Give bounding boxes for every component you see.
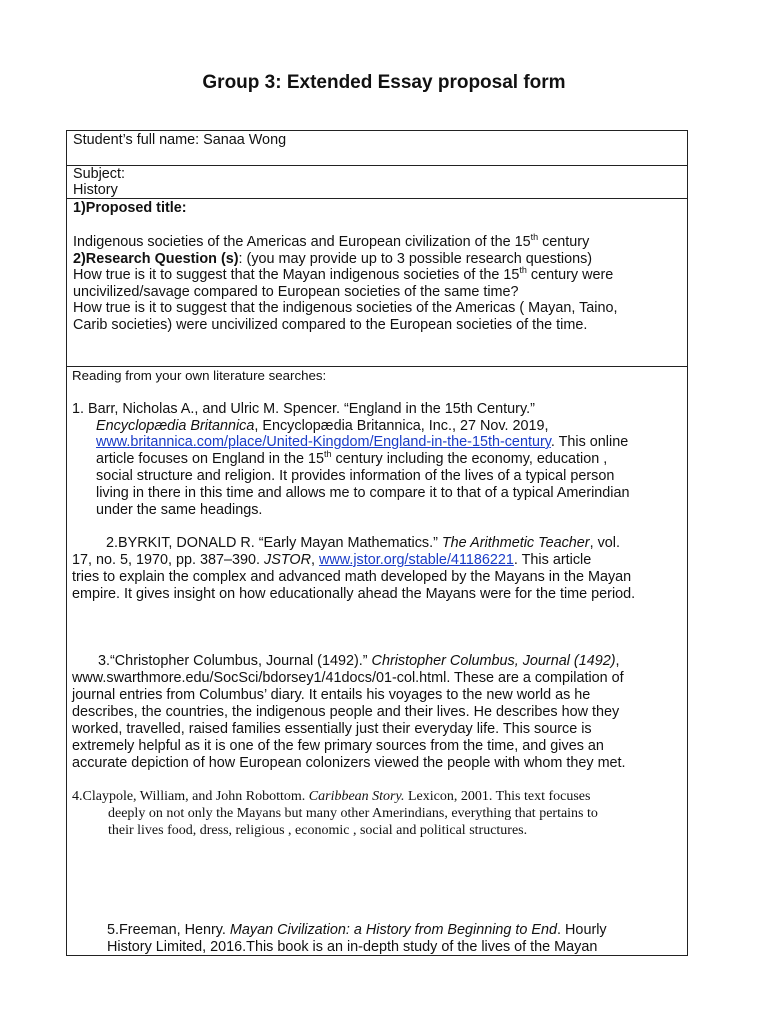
text-segment: uncivilized/savage compared to European societies of the same time? [73, 284, 519, 300]
subject-line [73, 182, 118, 199]
reference-link[interactable]: www.jstor.org/stable/41186221 [318, 552, 514, 568]
text-segment: their lives food, dress, religious , economic , social and political structures. [108, 823, 528, 838]
proposal-line [73, 200, 187, 217]
row-divider [66, 165, 688, 166]
text-segment: th [530, 232, 539, 242]
text-segment: Mayan Civilization: a History from Beginning to End [229, 922, 558, 938]
text-segment: Subject: [73, 166, 125, 182]
reference-5-line [107, 939, 597, 956]
text-segment: , Encyclopædia Britannica, Inc., 27 Nov. 2019, [254, 418, 549, 434]
reference-1-line [96, 451, 607, 468]
text-segment: 1)Proposed title: [73, 200, 187, 216]
proposal-line [73, 251, 592, 268]
proposal-line [73, 284, 519, 301]
text-segment: article focuses on England in the 15 [96, 451, 325, 467]
text-segment: Lexicon, 2001. This text focuses [404, 789, 591, 804]
text-segment: www.swarthmore.edu/SocSci/bdorsey1/41docs/01-col.html. These are a compilation of [72, 670, 624, 686]
text-segment: , [615, 653, 620, 669]
text-segment: tries to explain the complex and advanced math developed by the Mayans in the Mayan [72, 569, 632, 585]
text-segment: Student’s full name: Sanaa Wong [73, 132, 287, 148]
proposal-line [73, 317, 587, 334]
text-segment: Caribbean Story. [308, 789, 405, 804]
document-title: Group 3: Extended Essay proposal form [202, 72, 566, 93]
text-segment: Christopher Columbus, Journal (1492) [371, 653, 616, 669]
student-name [73, 132, 286, 149]
text-segment: social structure and religion. It provides information of the lives of a typical person [96, 468, 615, 484]
text-segment: century were [526, 267, 614, 283]
reference-2-line [106, 535, 620, 552]
text-segment: Indigenous societies of the Americas and European civilization of the 15 [73, 234, 531, 250]
reference-4-line [72, 788, 590, 805]
proposal-line [73, 267, 613, 284]
reference-5-line [107, 922, 607, 939]
reference-3-line [72, 721, 592, 738]
row-divider [66, 198, 688, 199]
text-segment: : (you may provide up to 3 possible research questions) [238, 251, 593, 267]
reference-3-line [72, 755, 626, 772]
text-segment: describes, the countries, the indigenous people and their lives. He describes how they [72, 704, 620, 720]
text-segment: 2)Research Question (s) [73, 251, 239, 267]
reference-3-line [72, 704, 619, 721]
reference-1-line [96, 502, 262, 519]
text-segment: th [324, 449, 332, 459]
reference-3-line [72, 738, 604, 755]
text-segment: empire. It gives insight on how educationally ahead the Mayans were for the time period. [72, 586, 636, 602]
text-segment: The Arithmetic Teacher [441, 535, 590, 551]
text-segment: deeply on not only the Mayans but many other Amerindians, everything that pertains to [108, 806, 598, 821]
text-segment: Encyclopædia Britannica [96, 418, 255, 434]
text-segment: worked, travelled, raised families essentially just their everyday life. This source is [72, 721, 592, 737]
text-segment: extremely helpful as it is one of the few primary sources from the time, and gives an [72, 738, 604, 754]
text-segment: 5.Freeman, Henry. [107, 922, 230, 938]
reference-1-line [96, 468, 614, 485]
text-segment: 2.BYRKIT, DONALD R. “Early Mayan Mathematics.” [106, 535, 442, 551]
text-segment: . Hourly [557, 922, 607, 938]
text-segment: 17, no. 5, 1970, pp. 387–390. [72, 552, 265, 568]
text-segment: , vol. [589, 535, 620, 551]
reference-1-line [96, 434, 628, 451]
text-segment: How true is it to suggest that the Mayan indigenous societies of the 15 [73, 267, 520, 283]
proposal-line [73, 300, 617, 317]
text-segment: under the same headings. [96, 502, 263, 518]
text-segment: 3.“Christopher Columbus, Journal (1492).” [98, 653, 372, 669]
reading-heading: Reading from your own literature searches: [72, 368, 327, 383]
reference-2-line [72, 569, 631, 586]
reference-2-line [72, 586, 635, 603]
reference-3-line [72, 687, 590, 704]
text-segment: accurate depiction of how European colonizers viewed the people with whom they met. [72, 755, 626, 771]
reference-4-line [108, 822, 527, 839]
text-segment: Carib societies) were uncivilized compared to the European societies of the time. [73, 317, 588, 333]
reference-3-line [98, 653, 620, 670]
reference-1-line [96, 418, 549, 435]
text-segment: . This online [550, 434, 629, 450]
text-segment: living in there in this time and allows me to compare it to that of a typical Amerindian [96, 485, 630, 501]
reference-1-line [96, 485, 630, 502]
text-segment: 4.Claypole, William, and John Robottom. [72, 789, 309, 804]
subject-line [73, 166, 125, 183]
proposal-line [73, 234, 589, 251]
text-segment: JSTOR [264, 552, 311, 568]
text-segment: 1. Barr, Nicholas A., and Ulric M. Spencer. “England in the 15th Century.” [72, 401, 535, 417]
reference-link[interactable]: www.britannica.com/place/United-Kingdom/England-in-the-15th-century [96, 434, 551, 450]
reference-1-line [72, 401, 535, 418]
text-segment: History [73, 182, 118, 198]
text-segment: , [310, 552, 319, 568]
text-segment: How true is it to suggest that the indigenous societies of the Americas ( Mayan, Taino, [73, 300, 618, 316]
reference-3-line [72, 670, 624, 687]
reference-2-line [72, 552, 591, 569]
reference-4-line [108, 805, 598, 822]
text-segment: th [519, 265, 527, 275]
text-segment: century including the economy, education , [331, 451, 608, 467]
text-segment: century [538, 234, 590, 250]
text-segment: History Limited, 2016.This book is an in-depth study of the lives of the Mayan [107, 939, 598, 955]
text-segment: journal entries from Columbus’ diary. It entails his voyages to the new world as he [72, 687, 591, 703]
text-segment: . This article [513, 552, 592, 568]
